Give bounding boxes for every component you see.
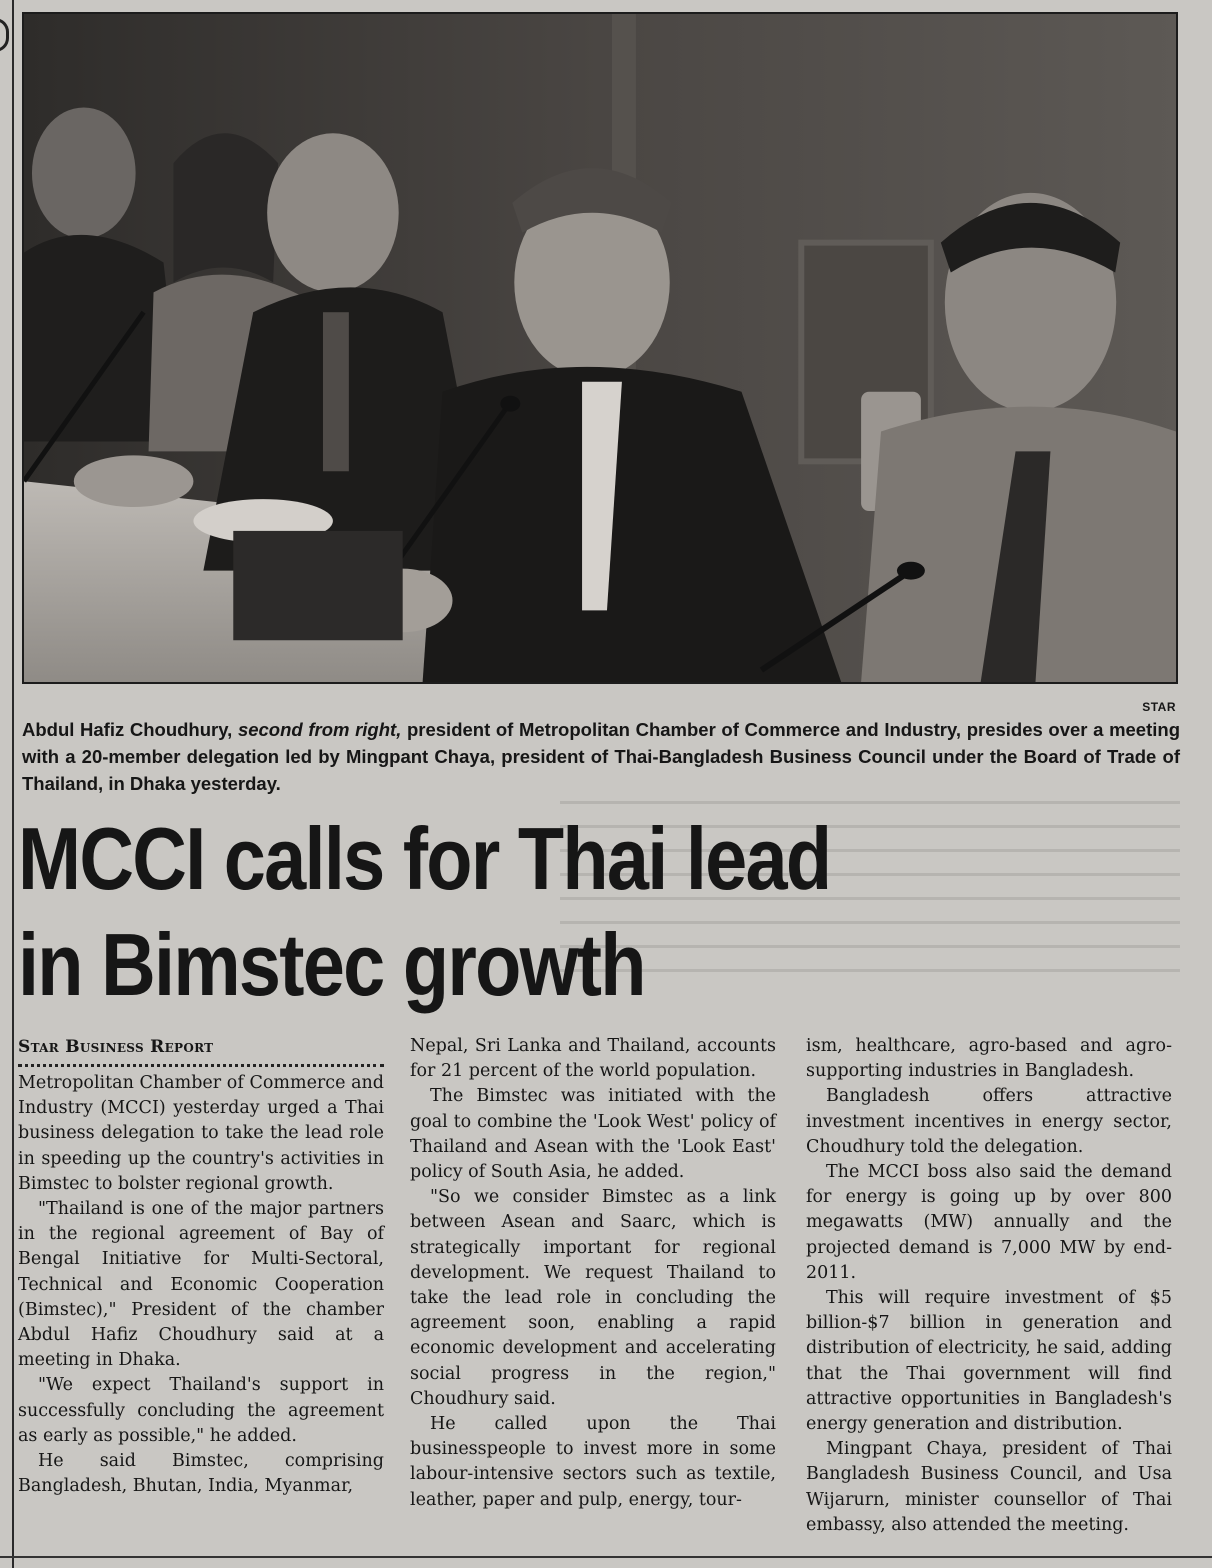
article-paragraph: Mingpant Chaya, president of Thai Bangladesh Business Council, and Usa Wijarurn, minister counsellor of Thai embassy, also attended the meeting. xyxy=(806,1439,1172,1535)
article-column-2 xyxy=(410,1034,776,1513)
page-bottom-rule xyxy=(0,1556,1212,1558)
article-paragraph: Bangladesh offers attractive investment incentives in energy sector, Choudhury told the delegation. xyxy=(806,1086,1172,1157)
article-paragraph: "Thailand is one of the major partners in the regional agreement of Bay of Bengal Initiative for Multi-Sectoral, Technical and Economic Cooperation (Bimstec)," President of the chamber Abdul Hafiz Choudhury said at a meeting in Dhaka. xyxy=(18,1199,384,1371)
article-paragraph: "We expect Thailand's support in successfully concluding the agreement as early as possible," he added. xyxy=(18,1375,384,1446)
article-paragraph: He said Bimstec, comprising Bangladesh, Bhutan, India, Myanmar, xyxy=(18,1451,384,1497)
caption-name: Abdul Hafiz Choudhury, xyxy=(22,719,238,740)
article-paragraph: He called upon the Thai businesspeople to invest more in some labour-intensive sectors such as textile, leather, paper and pulp, energy, tour- xyxy=(410,1414,776,1510)
article-column-3 xyxy=(806,1034,1172,1538)
page-edge-mark xyxy=(0,18,9,52)
column-rule xyxy=(12,0,14,1568)
article-paragraph: This will require investment of $5 billion-$7 billion in generation and distribution of electricity, he said, adding that the Thai government will find attractive opportunities in Bangladesh's energy generation and distribution. xyxy=(806,1288,1172,1435)
caption-rest: president of Metropolitan Chamber of Commerce and Industry, presides over a meeting with a 20-member delegation led by Mingpant Chaya, president of Thai-Bangladesh Business Council under the Board of Trade of Thailand, in Dhaka yesterday. xyxy=(22,719,1180,794)
byline: Star Business Report xyxy=(18,1037,214,1057)
news-photo xyxy=(22,12,1178,684)
article-paragraph: Nepal, Sri Lanka and Thailand, accounts for 21 percent of the world population. xyxy=(410,1036,776,1082)
article-paragraph: The Bimstec was initiated with the goal to combine the 'Look West' policy of Thailand and Asean with the 'Look East' policy of South Asia, he added. xyxy=(410,1086,776,1183)
photo-credit: STAR xyxy=(1142,700,1176,714)
article-column-1 xyxy=(18,1034,384,1499)
article-paragraph: Metropolitan Chamber of Commerce and Industry (MCCI) yesterday urged a Thai business delegation to take the lead role in speeding up the country's activities in Bimstec to bolster regional growth. xyxy=(18,1073,384,1194)
byline-divider xyxy=(18,1064,384,1067)
headline-line-2: in Bimstec growth xyxy=(18,915,645,1014)
caption-position: second from right, xyxy=(237,719,402,740)
article-paragraph: The MCCI boss also said the demand for energy is going up by over 800 megawatts (MW) annually and the projected demand is 7,000 MW by end-2011. xyxy=(806,1162,1172,1283)
article-paragraph: "So we consider Bimstec as a link between Asean and Saarc, which is strategically important for regional development. We request Thailand to take the lead role in concluding the agreement soon, enabling a rapid economic development and accelerating social progress in the region," Choudhury said. xyxy=(410,1187,776,1409)
headline xyxy=(18,806,1016,1018)
article-paragraph: ism, healthcare, agro-based and agro-supporting industries in Bangladesh. xyxy=(806,1036,1172,1082)
meeting-photo-illustration xyxy=(24,14,1176,682)
headline-line-1: MCCI calls for Thai lead xyxy=(18,809,831,908)
